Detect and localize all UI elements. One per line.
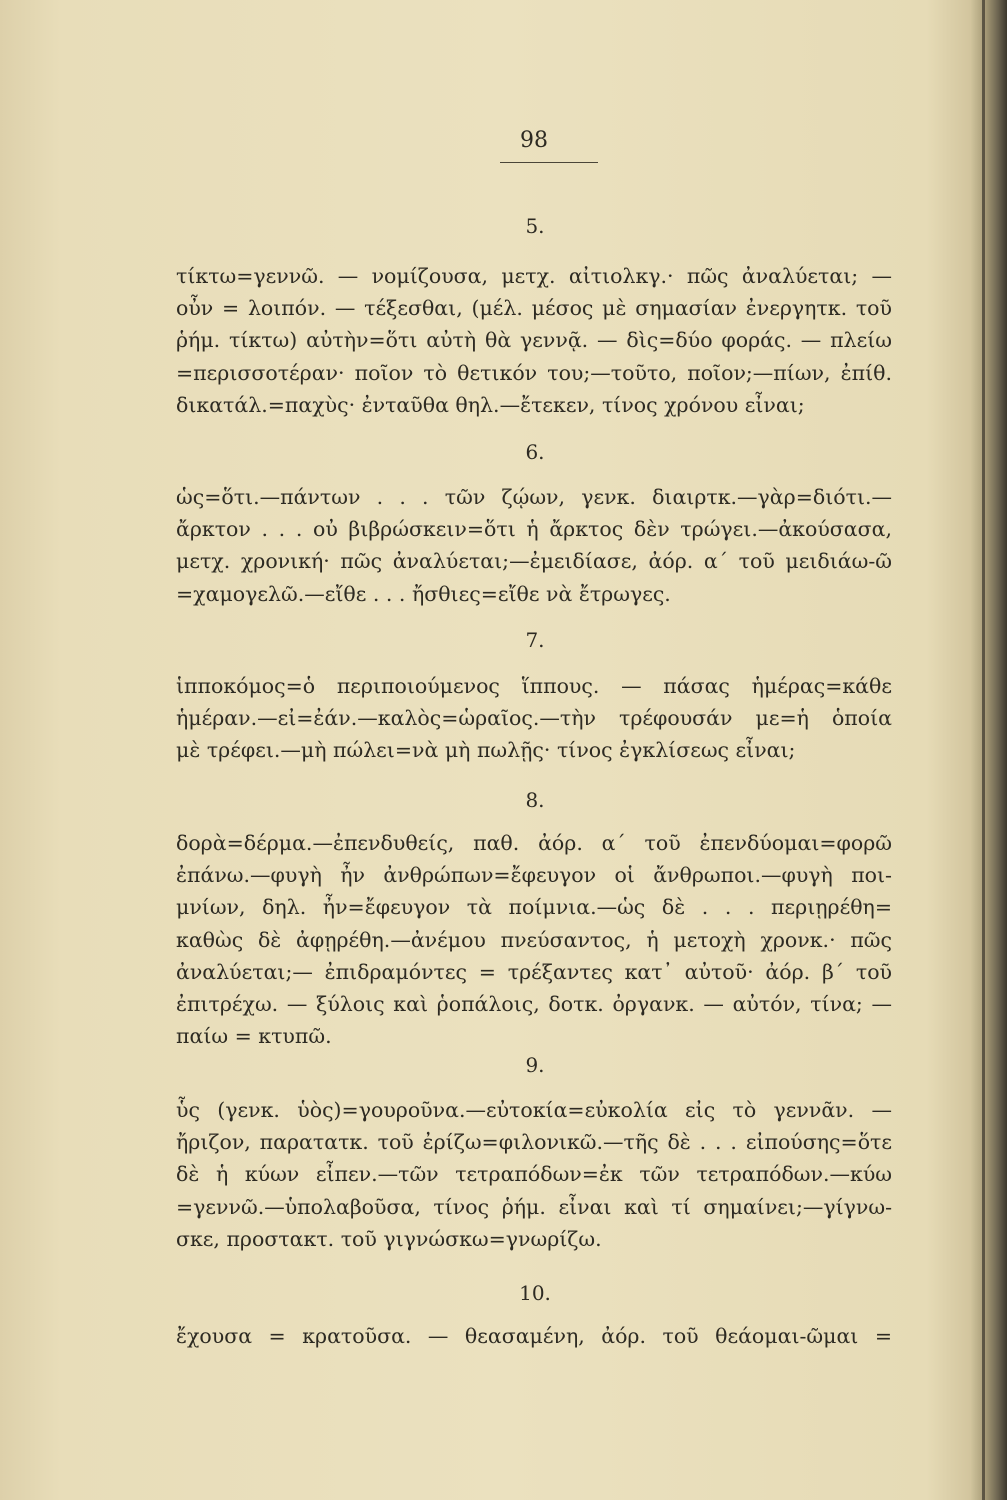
text-line: =χαμογελῶ.—εἴθε . . . ἤσθιες=εἴθε νὰ ἔτρωγες. xyxy=(176,581,671,606)
section-paragraph xyxy=(176,1094,892,1255)
section-number: 7. xyxy=(525,628,545,652)
text-line: οὖν = λοιπόν. — τέξεσθαι, (μέλ. μέσος μὲ σημασίαν ἐνεργητκ. τοῦ xyxy=(176,296,892,321)
page-number: 98 xyxy=(520,128,548,153)
binding-shadow-line xyxy=(982,0,985,1500)
text-line: παίω = κτυπῶ. xyxy=(176,1024,332,1049)
section-number: 10. xyxy=(519,1281,551,1305)
text-line: δικατάλ.=παχὺς· ἐνταῦθα θηλ.—ἔτεκεν, τίνος χρόνου εἶναι; xyxy=(176,392,805,417)
text-line: =γεννῶ.—ὑπολαβοῦσα, τίνος ῥήμ. εἶναι καὶ τί σημαίνει;—γίγνω- xyxy=(176,1194,892,1219)
text-line: ἔχουσα = κρατοῦσα. — θεασαμένη, ἀόρ. τοῦ θεάομαι-ῶμαι = xyxy=(176,1324,892,1348)
text-line: ῥήμ. τίκτω) αὐτὴν=ὅτι αὐτὴ θὰ γεννᾷ. — δὶς=δύο φοράς. — πλείω xyxy=(176,328,892,353)
section-paragraph xyxy=(176,827,892,1052)
section-number: 5. xyxy=(525,214,545,238)
section-number: 6. xyxy=(525,440,545,464)
text-line: καθὼς δὲ ἀφῃρέθη.—ἀνέμου πνεύσαντος, ἡ μετοχὴ χρονκ.· πῶς xyxy=(176,927,892,952)
text-line: τίκτω=γεννῶ. — νομίζουσα, μετχ. αἰτιολκγ.· πῶς ἀναλύεται; — xyxy=(176,264,892,288)
text-line: =περισσοτέραν· ποῖον τὸ θετικόν του;—τοῦτο, ποῖον;—πίων, ἐπίθ. xyxy=(176,360,892,385)
section-paragraph xyxy=(176,1320,892,1352)
text-line: μετχ. χρονική· πῶς ἀναλύεται;—ἐμειδίασε, ἀόρ. α΄ τοῦ μειδιάω-ῶ xyxy=(176,549,892,574)
page-binding-edge xyxy=(971,0,1007,1500)
text-line: μὲ τρέφει.—μὴ πώλει=νὰ μὴ πωλῇς· τίνος ἐγκλίσεως εἶναι; xyxy=(176,738,796,763)
text-line: ἀναλύεται;— ἐπιδραμόντες = τρέξαντες κατ᾽ αὐτοῦ· ἀόρ. β΄ τοῦ xyxy=(176,959,892,984)
text-line: ἐπιτρέχω. — ξύλοις καὶ ῥοπάλοις, δοτκ. ὀργανκ. — αὐτόν, τίνα; — xyxy=(176,992,892,1017)
text-line: ἱπποκόμος=ὁ περιποιούμενος ἵππους. — πάσας ἡμέρας=κάθε xyxy=(176,674,892,698)
text-line: ἡμέραν.—εἰ=ἐάν.—καλὸς=ὡραῖος.—τὴν τρέφουσάν με=ἡ ὁποία xyxy=(176,706,892,731)
text-line: ὗς (γενκ. ὑὸς)=γουροῦνα.—εὐτοκία=εὐκολία εἰς τὸ γεννᾶν. — xyxy=(176,1098,892,1122)
text-line: σκε, προστακτ. τοῦ γιγνώσκω=γνωρίζω. xyxy=(176,1226,602,1251)
page-number-rule xyxy=(500,162,598,163)
text-line: δὲ ἡ κύων εἶπεν.—τῶν τετραπόδων=ἐκ τῶν τετραπόδων.—κύω xyxy=(176,1162,892,1187)
section-paragraph xyxy=(176,481,892,610)
text-line: ἐπάνω.—φυγὴ ἦν ἀνθρώπων=ἔφευγον οἱ ἄνθρωποι.—φυγὴ ποι- xyxy=(176,863,892,888)
section-number: 9. xyxy=(525,1053,545,1077)
text-line: μνίων, δηλ. ἦν=ἔφευγον τὰ ποίμνια.—ὡς δὲ . . . περιῃρέθη= xyxy=(176,895,892,920)
section-paragraph xyxy=(176,260,892,421)
text-line: ὡς=ὅτι.—πάντων . . . τῶν ζῴων, γενκ. διαιρτκ.—γὰρ=διότι.— xyxy=(176,485,892,509)
text-line: ἤριζον, παρατατκ. τοῦ ἐρίζω=φιλονικῶ.—τῆς δὲ . . . εἰπούσης=ὅτε xyxy=(176,1130,892,1155)
text-line: δορὰ=δέρμα.—ἐπενδυθείς, παθ. ἀόρ. α΄ τοῦ ἐπενδύομαι=φορῶ xyxy=(176,831,892,855)
section-paragraph xyxy=(176,670,892,767)
text-line: ἄρκτον . . . οὐ βιβρώσκειν=ὅτι ἡ ἄρκτος δὲν τρώγει.—ἀκούσασα, xyxy=(176,517,892,542)
section-number: 8. xyxy=(525,788,545,812)
